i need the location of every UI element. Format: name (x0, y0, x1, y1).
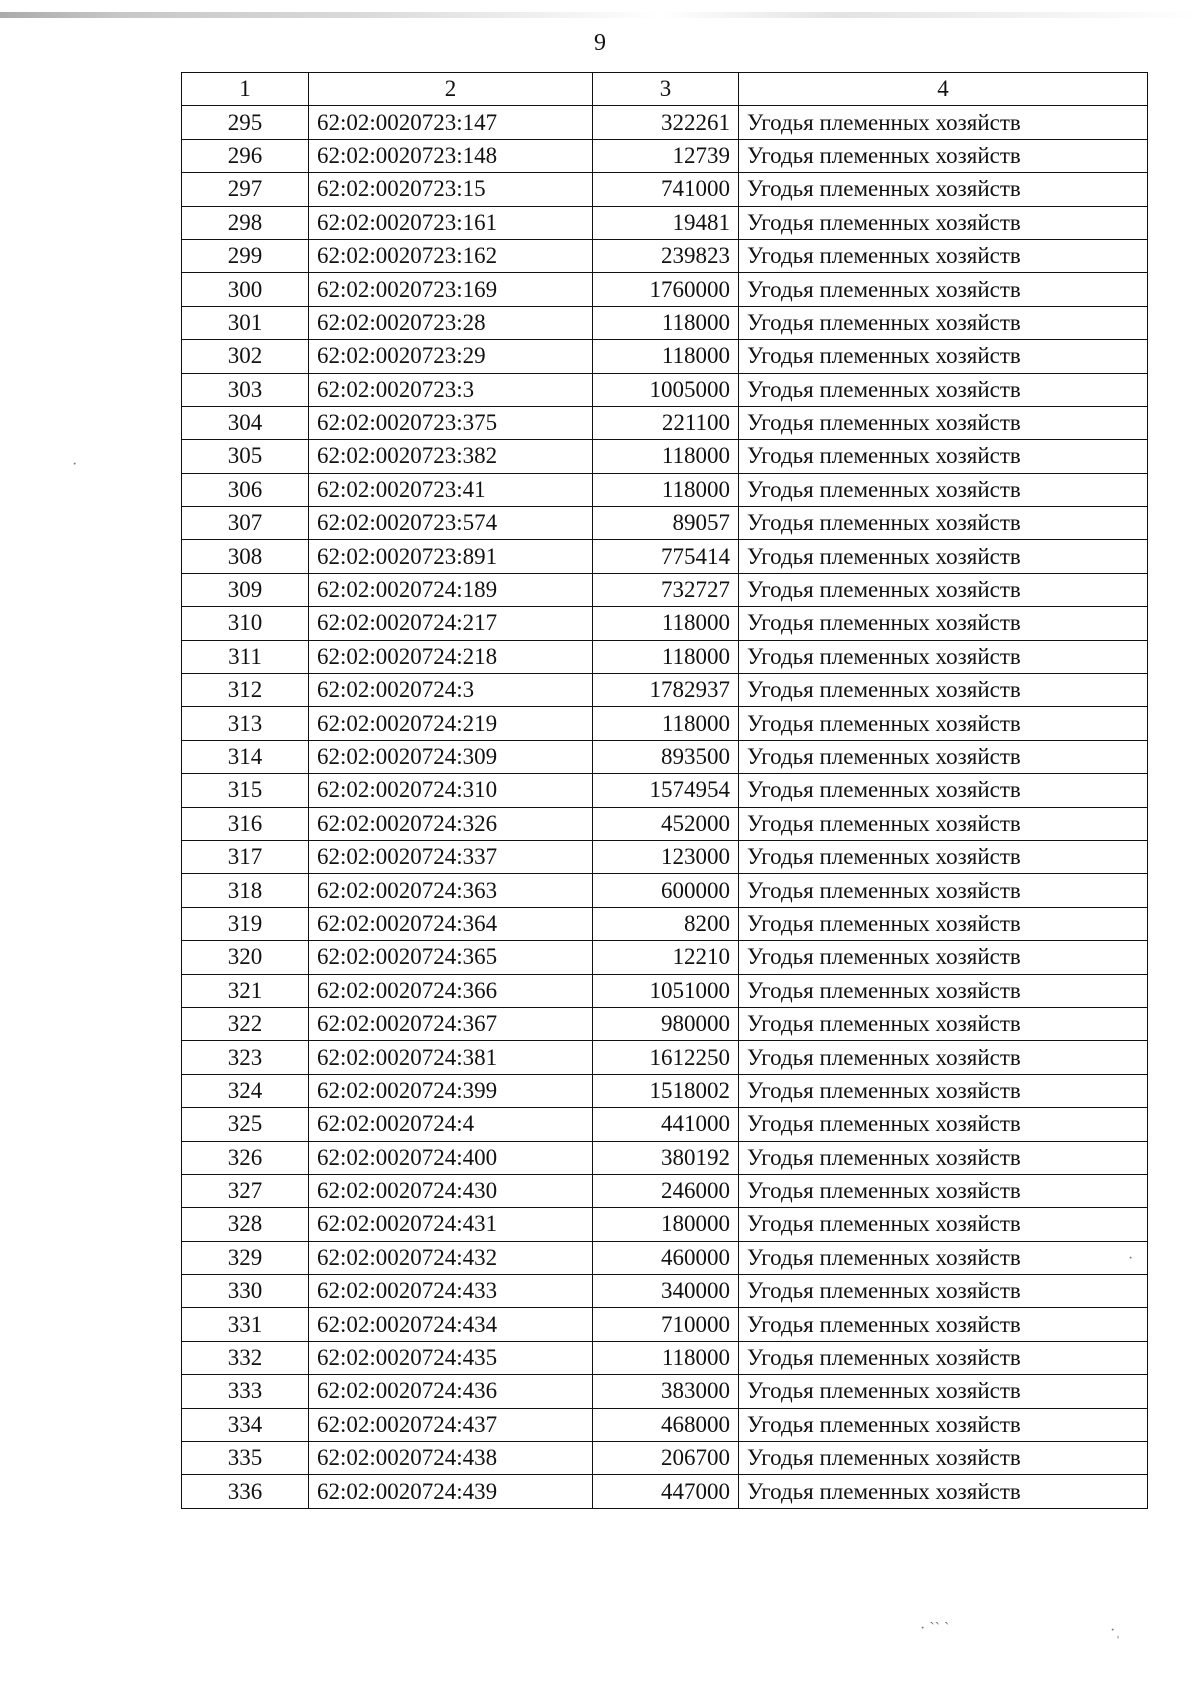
table-row (182, 1275, 1148, 1308)
land-category-cell: Угодья племенных хозяйств (739, 1408, 1148, 1441)
area-cell: 118000 (593, 473, 739, 506)
cadastral-number-cell: 62:02:0020724:381 (309, 1041, 593, 1074)
row-number-cell: 326 (182, 1141, 309, 1174)
land-plots-table (181, 72, 1148, 1509)
area-cell: 1612250 (593, 1041, 739, 1074)
row-number-cell: 316 (182, 807, 309, 840)
area-cell: 460000 (593, 1241, 739, 1274)
scan-speck: · (1128, 1250, 1134, 1267)
land-category-cell: Угодья племенных хозяйств (739, 173, 1148, 206)
table-body (182, 106, 1148, 1508)
table-row (182, 306, 1148, 339)
column-header-description: 4 (739, 73, 1148, 106)
land-category-cell: Угодья племенных хозяйств (739, 740, 1148, 773)
land-category-cell: Угодья племенных хозяйств (739, 206, 1148, 239)
table-row (182, 1174, 1148, 1207)
column-header-area: 3 (593, 73, 739, 106)
land-category-cell: Угодья племенных хозяйств (739, 774, 1148, 807)
row-number-cell: 303 (182, 373, 309, 406)
table-row (182, 674, 1148, 707)
table-row (182, 573, 1148, 606)
land-category-cell: Угодья племенных хозяйств (739, 1141, 1148, 1174)
table-row (182, 206, 1148, 239)
row-number-cell: 335 (182, 1442, 309, 1475)
area-cell: 1760000 (593, 273, 739, 306)
land-category-cell: Угодья племенных хозяйств (739, 540, 1148, 573)
table-row (182, 1475, 1148, 1508)
row-number-cell: 333 (182, 1375, 309, 1408)
cadastral-number-cell: 62:02:0020723:28 (309, 306, 593, 339)
cadastral-number-cell: 62:02:0020724:400 (309, 1141, 593, 1174)
cadastral-number-cell: 62:02:0020723:169 (309, 273, 593, 306)
row-number-cell: 304 (182, 406, 309, 439)
land-category-cell: Угодья племенных хозяйств (739, 1041, 1148, 1074)
cadastral-number-cell: 62:02:0020723:41 (309, 473, 593, 506)
table-row (182, 907, 1148, 940)
table-row (182, 974, 1148, 1007)
cadastral-number-cell: 62:02:0020724:309 (309, 740, 593, 773)
land-category-cell: Угодья племенных хозяйств (739, 273, 1148, 306)
cadastral-number-cell: 62:02:0020723:574 (309, 507, 593, 540)
row-number-cell: 302 (182, 340, 309, 373)
area-cell: 447000 (593, 1475, 739, 1508)
cadastral-number-cell: 62:02:0020724:364 (309, 907, 593, 940)
land-category-cell: Угодья племенных хозяйств (739, 106, 1148, 139)
table-row (182, 373, 1148, 406)
land-category-cell: Угодья племенных хозяйств (739, 239, 1148, 272)
row-number-cell: 313 (182, 707, 309, 740)
area-cell: 322261 (593, 106, 739, 139)
land-category-cell: Угодья племенных хозяйств (739, 1007, 1148, 1040)
row-number-cell: 300 (182, 273, 309, 306)
cadastral-number-cell: 62:02:0020724:366 (309, 974, 593, 1007)
table-row (182, 173, 1148, 206)
table-row (182, 1341, 1148, 1374)
cadastral-number-cell: 62:02:0020723:148 (309, 139, 593, 172)
row-number-cell: 322 (182, 1007, 309, 1040)
row-number-cell: 301 (182, 306, 309, 339)
row-number-cell: 299 (182, 239, 309, 272)
land-category-cell: Угодья племенных хозяйств (739, 1208, 1148, 1241)
table-row (182, 473, 1148, 506)
cadastral-number-cell: 62:02:0020723:147 (309, 106, 593, 139)
land-category-cell: Угодья племенных хозяйств (739, 607, 1148, 640)
area-cell: 12210 (593, 941, 739, 974)
area-cell: 452000 (593, 807, 739, 840)
area-cell: 8200 (593, 907, 739, 940)
cadastral-number-cell: 62:02:0020724:217 (309, 607, 593, 640)
land-category-cell: Угодья племенных хозяйств (739, 1375, 1148, 1408)
land-category-cell: Угодья племенных хозяйств (739, 674, 1148, 707)
area-cell: 19481 (593, 206, 739, 239)
area-cell: 775414 (593, 540, 739, 573)
cadastral-number-cell: 62:02:0020724:439 (309, 1475, 593, 1508)
table-row (182, 1308, 1148, 1341)
cadastral-number-cell: 62:02:0020724:434 (309, 1308, 593, 1341)
area-cell: 741000 (593, 173, 739, 206)
area-cell: 380192 (593, 1141, 739, 1174)
area-cell: 893500 (593, 740, 739, 773)
row-number-cell: 298 (182, 206, 309, 239)
table-row (182, 740, 1148, 773)
row-number-cell: 296 (182, 139, 309, 172)
area-cell: 980000 (593, 1007, 739, 1040)
area-cell: 340000 (593, 1275, 739, 1308)
area-cell: 246000 (593, 1174, 739, 1207)
row-number-cell: 321 (182, 974, 309, 1007)
row-number-cell: 311 (182, 640, 309, 673)
table-row (182, 941, 1148, 974)
area-cell: 1574954 (593, 774, 739, 807)
row-number-cell: 323 (182, 1041, 309, 1074)
land-category-cell: Угодья племенных хозяйств (739, 1074, 1148, 1107)
area-cell: 89057 (593, 507, 739, 540)
area-cell: 12739 (593, 139, 739, 172)
cadastral-number-cell: 62:02:0020724:337 (309, 840, 593, 873)
row-number-cell: 315 (182, 774, 309, 807)
table-row (182, 640, 1148, 673)
area-cell: 118000 (593, 306, 739, 339)
table-row (182, 139, 1148, 172)
area-cell: 118000 (593, 440, 739, 473)
row-number-cell: 295 (182, 106, 309, 139)
area-cell: 239823 (593, 239, 739, 272)
table-row (182, 273, 1148, 306)
cadastral-number-cell: 62:02:0020724:3 (309, 674, 593, 707)
land-category-cell: Угодья племенных хозяйств (739, 1341, 1148, 1374)
row-number-cell: 330 (182, 1275, 309, 1308)
row-number-cell: 297 (182, 173, 309, 206)
table-row (182, 1442, 1148, 1475)
land-category-cell: Угодья племенных хозяйств (739, 874, 1148, 907)
table-row (182, 1141, 1148, 1174)
table-row (182, 507, 1148, 540)
area-cell: 383000 (593, 1375, 739, 1408)
table-row (182, 1074, 1148, 1107)
row-number-cell: 319 (182, 907, 309, 940)
land-category-cell: Угодья племенных хозяйств (739, 373, 1148, 406)
table-row (182, 1408, 1148, 1441)
land-category-cell: Угодья племенных хозяйств (739, 1174, 1148, 1207)
area-cell: 1782937 (593, 674, 739, 707)
land-category-cell: Угодья племенных хозяйств (739, 941, 1148, 974)
cadastral-number-cell: 62:02:0020724:310 (309, 774, 593, 807)
land-category-cell: Угодья племенных хозяйств (739, 340, 1148, 373)
area-cell: 710000 (593, 1308, 739, 1341)
area-cell: 441000 (593, 1108, 739, 1141)
area-cell: 118000 (593, 640, 739, 673)
row-number-cell: 318 (182, 874, 309, 907)
cadastral-number-cell: 62:02:0020723:161 (309, 206, 593, 239)
row-number-cell: 331 (182, 1308, 309, 1341)
row-number-cell: 329 (182, 1241, 309, 1274)
cadastral-number-cell: 62:02:0020724:432 (309, 1241, 593, 1274)
cadastral-number-cell: 62:02:0020724:399 (309, 1074, 593, 1107)
land-category-cell: Угодья племенных хозяйств (739, 1275, 1148, 1308)
table-row (182, 1007, 1148, 1040)
table-row (182, 1241, 1148, 1274)
scan-speck: · ˋˋ ˋ (920, 1620, 950, 1637)
land-category-cell: Угодья племенных хозяйств (739, 139, 1148, 172)
row-number-cell: 306 (182, 473, 309, 506)
area-cell: 118000 (593, 1341, 739, 1374)
row-number-cell: 312 (182, 674, 309, 707)
row-number-cell: 332 (182, 1341, 309, 1374)
cadastral-number-cell: 62:02:0020724:430 (309, 1174, 593, 1207)
area-cell: 468000 (593, 1408, 739, 1441)
table-row (182, 607, 1148, 640)
cadastral-number-cell: 62:02:0020724:218 (309, 640, 593, 673)
land-category-cell: Угодья племенных хозяйств (739, 807, 1148, 840)
cadastral-number-cell: 62:02:0020724:431 (309, 1208, 593, 1241)
row-number-cell: 305 (182, 440, 309, 473)
land-category-cell: Угодья племенных хозяйств (739, 440, 1148, 473)
column-header-cadastral: 2 (309, 73, 593, 106)
land-category-cell: Угодья племенных хозяйств (739, 306, 1148, 339)
table-row (182, 1375, 1148, 1408)
row-number-cell: 328 (182, 1208, 309, 1241)
table-row (182, 1108, 1148, 1141)
cadastral-number-cell: 62:02:0020724:437 (309, 1408, 593, 1441)
scan-edge-artifact (0, 12, 1200, 18)
area-cell: 600000 (593, 874, 739, 907)
scan-speck: · (72, 456, 78, 473)
area-cell: 118000 (593, 607, 739, 640)
table-header-row (182, 73, 1148, 106)
table-row (182, 540, 1148, 573)
area-cell: 118000 (593, 707, 739, 740)
row-number-cell: 317 (182, 840, 309, 873)
table-row (182, 1041, 1148, 1074)
land-category-cell: Угодья племенных хозяйств (739, 573, 1148, 606)
table-row (182, 807, 1148, 840)
land-category-cell: Угодья племенных хозяйств (739, 473, 1148, 506)
area-cell: 732727 (593, 573, 739, 606)
land-category-cell: Угодья племенных хозяйств (739, 1442, 1148, 1475)
land-category-cell: Угодья племенных хозяйств (739, 907, 1148, 940)
row-number-cell: 314 (182, 740, 309, 773)
area-cell: 221100 (593, 406, 739, 439)
cadastral-number-cell: 62:02:0020723:15 (309, 173, 593, 206)
row-number-cell: 324 (182, 1074, 309, 1107)
table-row (182, 340, 1148, 373)
row-number-cell: 309 (182, 573, 309, 606)
land-category-cell: Угодья племенных хозяйств (739, 974, 1148, 1007)
scan-speck: ·ˌ (1110, 1622, 1121, 1639)
land-category-cell: Угодья племенных хозяйств (739, 1475, 1148, 1508)
row-number-cell: 310 (182, 607, 309, 640)
area-cell: 123000 (593, 840, 739, 873)
cadastral-number-cell: 62:02:0020723:3 (309, 373, 593, 406)
cadastral-number-cell: 62:02:0020723:29 (309, 340, 593, 373)
table-row (182, 1208, 1148, 1241)
area-cell: 180000 (593, 1208, 739, 1241)
land-category-cell: Угодья племенных хозяйств (739, 640, 1148, 673)
cadastral-number-cell: 62:02:0020723:891 (309, 540, 593, 573)
column-header-number: 1 (182, 73, 309, 106)
area-cell: 1518002 (593, 1074, 739, 1107)
cadastral-number-cell: 62:02:0020724:367 (309, 1007, 593, 1040)
row-number-cell: 334 (182, 1408, 309, 1441)
row-number-cell: 327 (182, 1174, 309, 1207)
cadastral-number-cell: 62:02:0020724:326 (309, 807, 593, 840)
land-category-cell: Угодья племенных хозяйств (739, 406, 1148, 439)
table-row (182, 106, 1148, 139)
table-row (182, 774, 1148, 807)
land-category-cell: Угодья племенных хозяйств (739, 1241, 1148, 1274)
cadastral-number-cell: 62:02:0020724:435 (309, 1341, 593, 1374)
table-row (182, 707, 1148, 740)
land-category-cell: Угодья племенных хозяйств (739, 1308, 1148, 1341)
cadastral-number-cell: 62:02:0020724:433 (309, 1275, 593, 1308)
row-number-cell: 320 (182, 941, 309, 974)
cadastral-number-cell: 62:02:0020724:436 (309, 1375, 593, 1408)
table-row (182, 440, 1148, 473)
cadastral-number-cell: 62:02:0020724:365 (309, 941, 593, 974)
cadastral-number-cell: 62:02:0020723:382 (309, 440, 593, 473)
cadastral-number-cell: 62:02:0020724:189 (309, 573, 593, 606)
cadastral-number-cell: 62:02:0020723:375 (309, 406, 593, 439)
cadastral-number-cell: 62:02:0020723:162 (309, 239, 593, 272)
cadastral-number-cell: 62:02:0020724:438 (309, 1442, 593, 1475)
page-number: 9 (594, 30, 606, 56)
table-row (182, 840, 1148, 873)
area-cell: 118000 (593, 340, 739, 373)
row-number-cell: 336 (182, 1475, 309, 1508)
cadastral-number-cell: 62:02:0020724:363 (309, 874, 593, 907)
table-row (182, 874, 1148, 907)
land-category-cell: Угодья племенных хозяйств (739, 1108, 1148, 1141)
table-row (182, 406, 1148, 439)
land-category-cell: Угодья племенных хозяйств (739, 507, 1148, 540)
cadastral-number-cell: 62:02:0020724:219 (309, 707, 593, 740)
area-cell: 1005000 (593, 373, 739, 406)
row-number-cell: 307 (182, 507, 309, 540)
land-category-cell: Угодья племенных хозяйств (739, 840, 1148, 873)
cadastral-number-cell: 62:02:0020724:4 (309, 1108, 593, 1141)
table-row (182, 239, 1148, 272)
area-cell: 1051000 (593, 974, 739, 1007)
area-cell: 206700 (593, 1442, 739, 1475)
land-category-cell: Угодья племенных хозяйств (739, 707, 1148, 740)
row-number-cell: 308 (182, 540, 309, 573)
row-number-cell: 325 (182, 1108, 309, 1141)
